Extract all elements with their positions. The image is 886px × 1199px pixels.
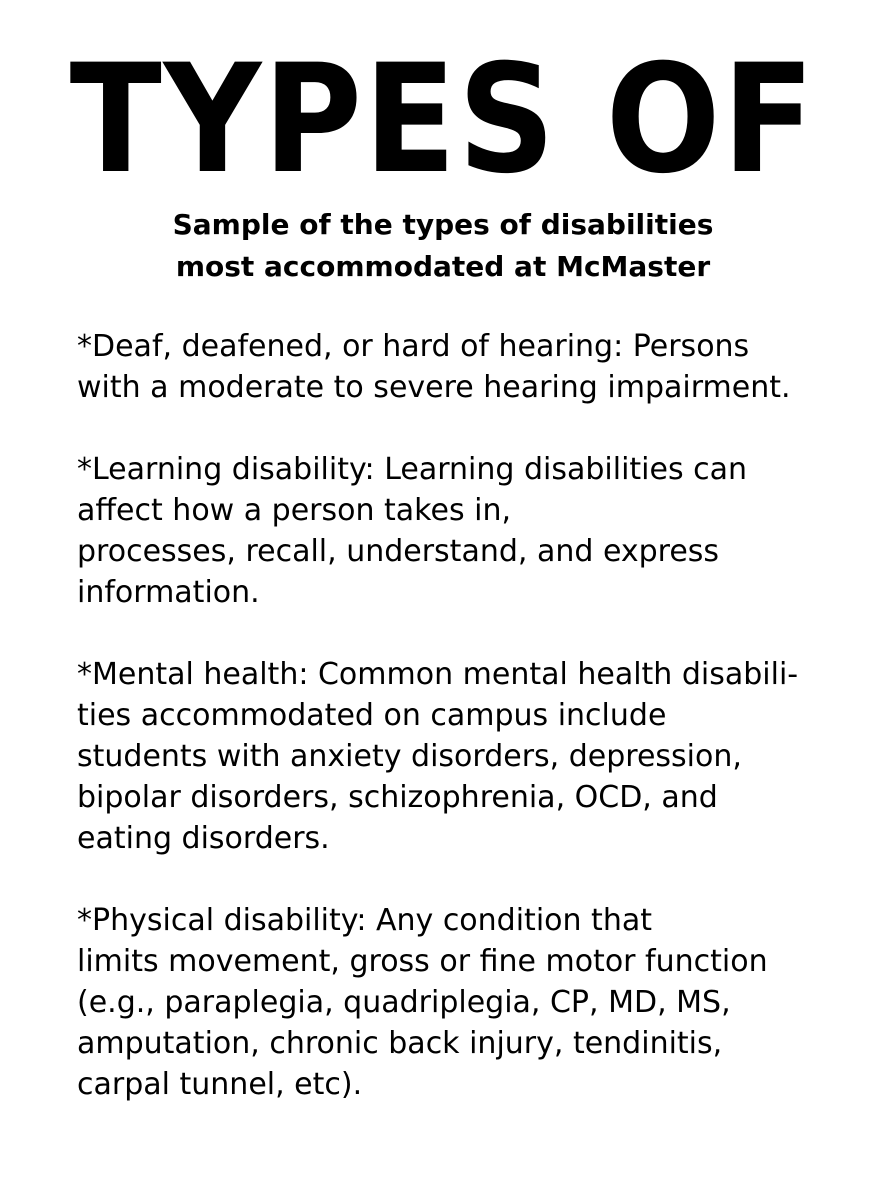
text-line: *Physical disability: Any condition that <box>77 903 652 938</box>
paragraph-mental-health <box>77 654 867 859</box>
text-line: *Learning disability: Learning disabilities can <box>77 452 748 487</box>
paragraph-deaf <box>77 326 867 408</box>
text-line: information. <box>77 575 260 610</box>
text-line: with a moderate to severe hearing impairment. <box>77 370 791 405</box>
text-line: bipolar disorders, schizophrenia, OCD, and <box>77 780 718 815</box>
page-title: TYPES OF <box>69 33 817 207</box>
text-line: carpal tunnel, etc). <box>77 1067 363 1102</box>
text-line: amputation, chronic back injury, tendinitis, <box>77 1026 723 1061</box>
text-line: processes, recall, understand, and express <box>77 534 720 569</box>
subtitle-line: most accommodated at McMaster <box>175 250 711 283</box>
paragraph-learning-disability <box>77 449 867 613</box>
text-line: affect how a person takes in, <box>77 493 511 528</box>
paragraph-physical-disability <box>77 900 867 1105</box>
text-line: ties accommodated on campus include <box>77 698 667 733</box>
subtitle <box>0 204 886 288</box>
text-line: limits movement, gross or fine motor function <box>77 944 768 979</box>
text-line: eating disorders. <box>77 821 330 856</box>
text-line: *Deaf, deafened, or hard of hearing: Persons <box>77 329 750 364</box>
subtitle-line: Sample of the types of disabilities <box>172 208 714 241</box>
text-line: *Mental health: Common mental health disabili- <box>77 657 799 692</box>
disability-list <box>77 326 867 1146</box>
text-line: students with anxiety disorders, depression, <box>77 739 742 774</box>
text-line: (e.g., paraplegia, quadriplegia, CP, MD, MS, <box>77 985 731 1020</box>
